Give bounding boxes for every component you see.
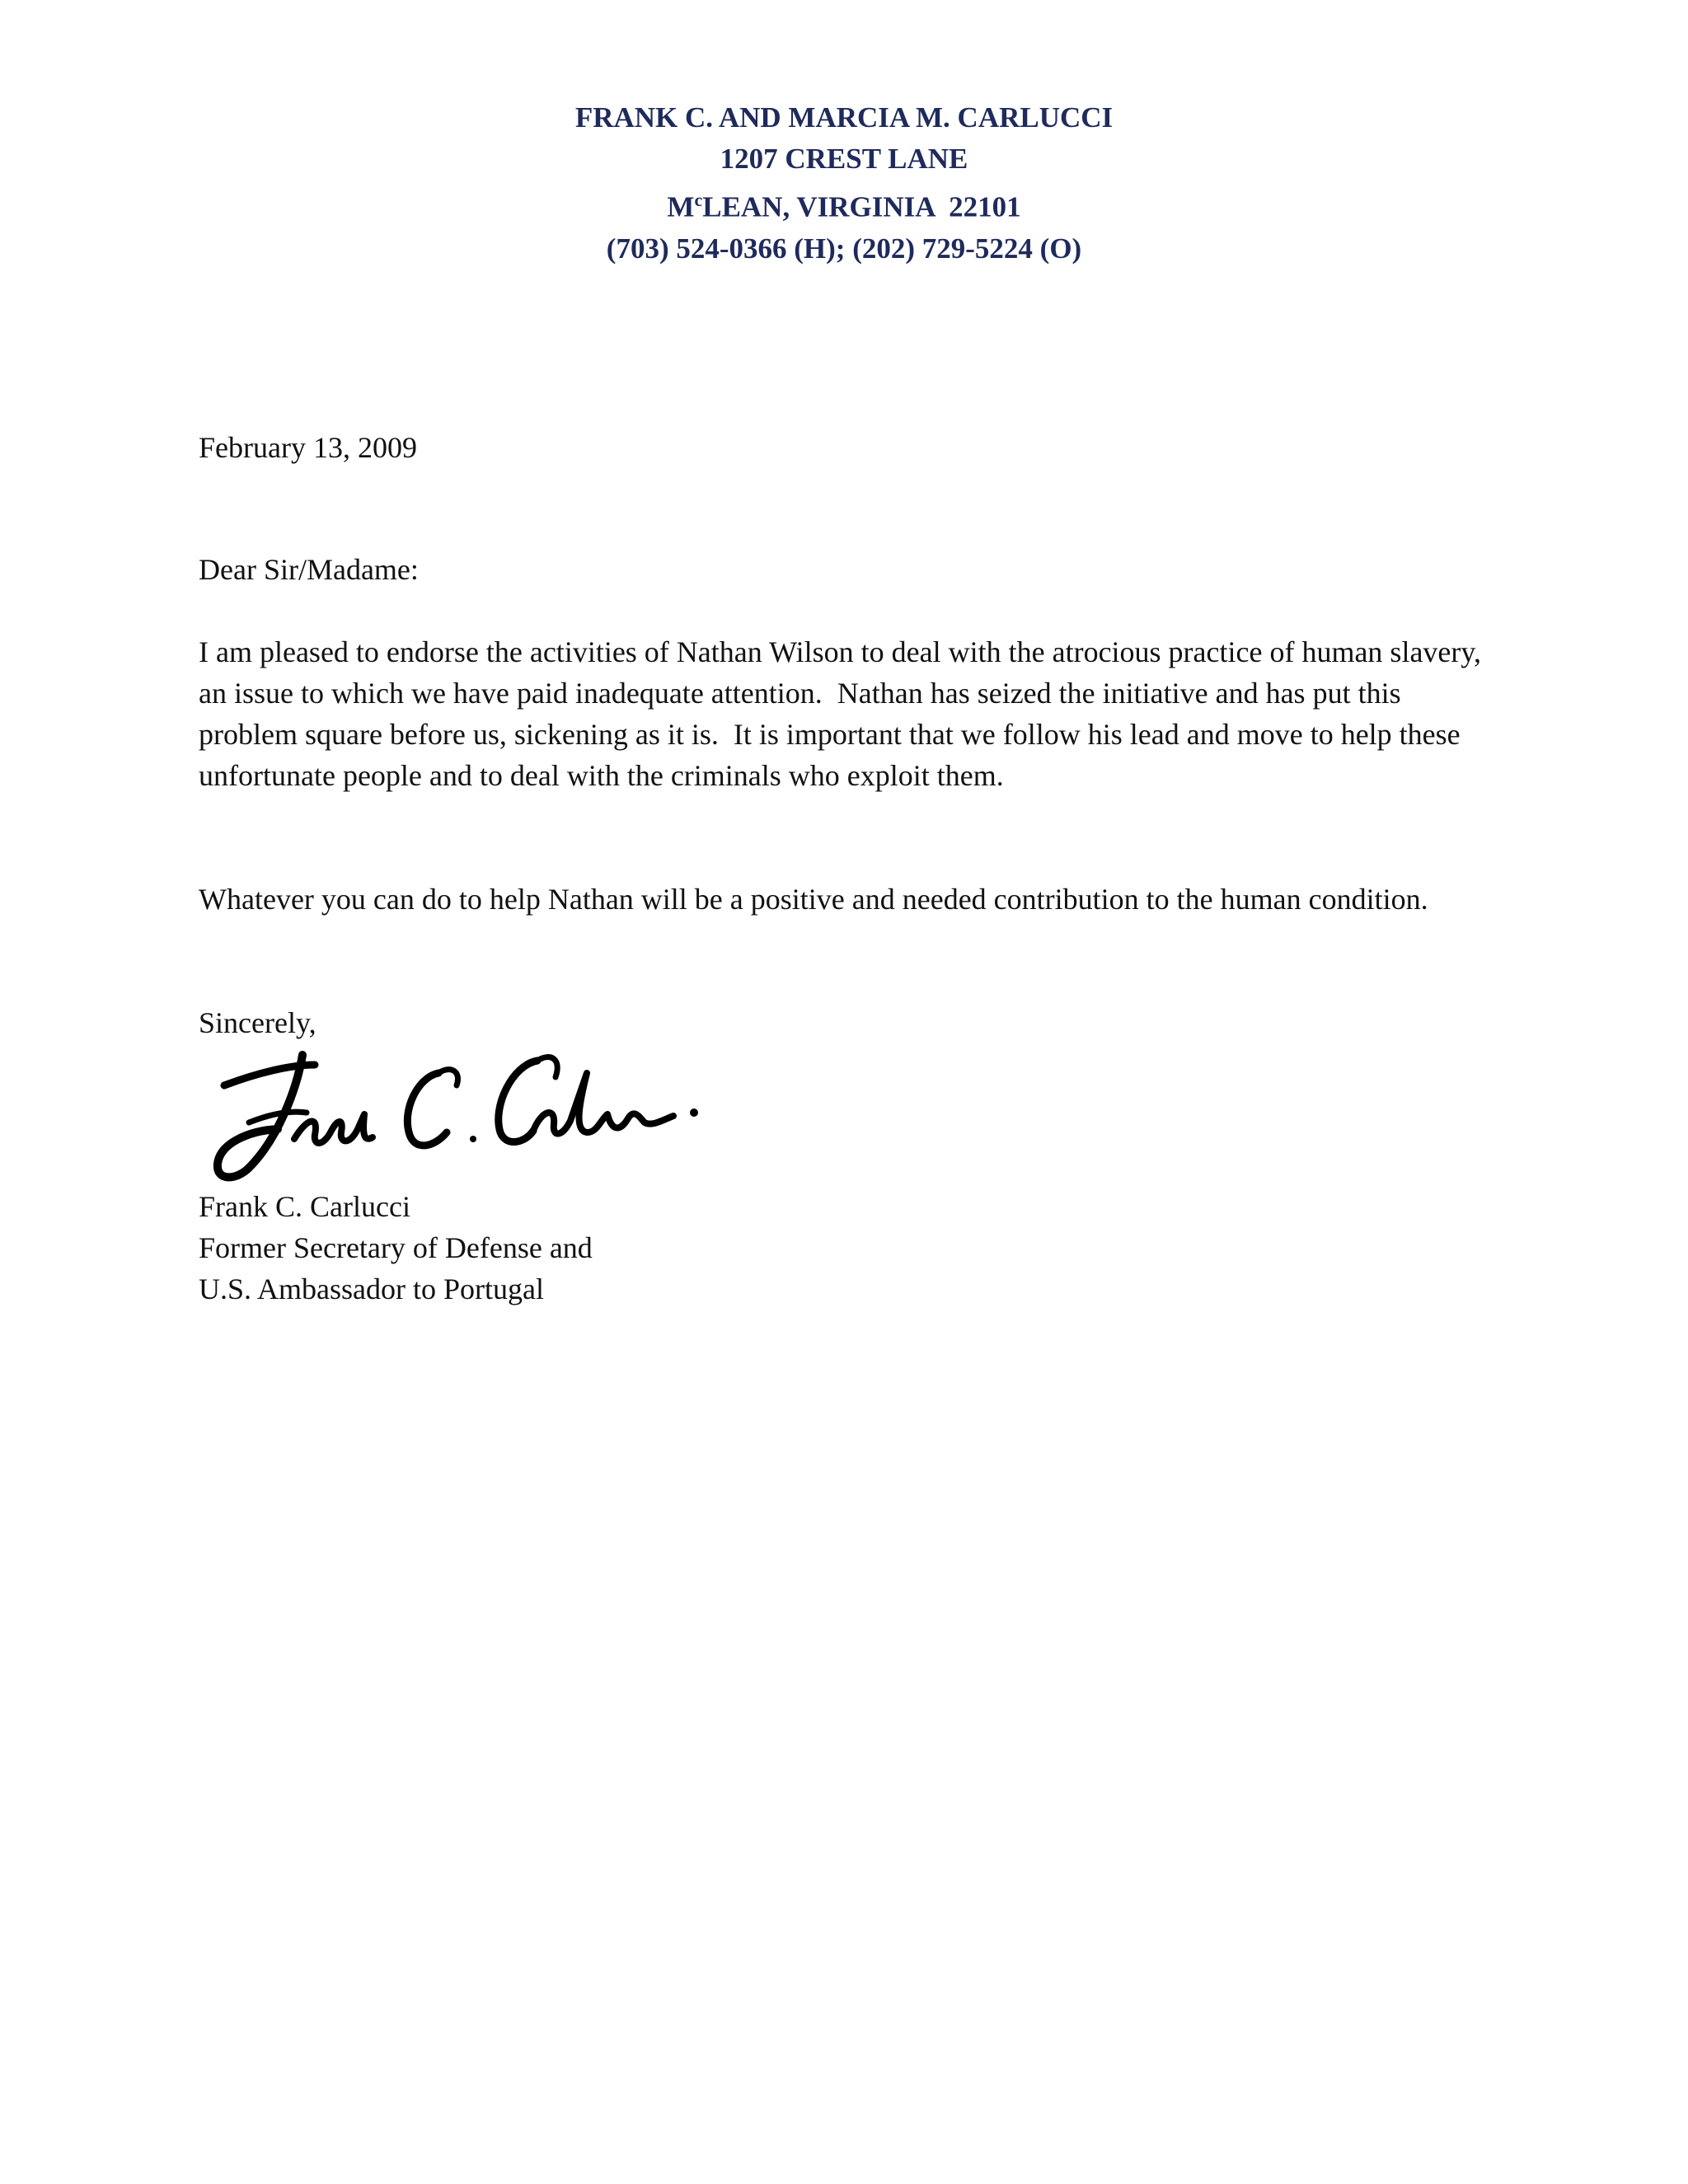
signer-title-line2: U.S. Ambassador to Portugal xyxy=(199,1272,544,1305)
signer-block xyxy=(199,1186,1484,1310)
letterhead-street: 1207 CREST LANE xyxy=(720,143,968,175)
signer-name: Frank C. Carlucci xyxy=(199,1190,410,1223)
letterhead xyxy=(0,97,1688,269)
letterhead-city-prefix-sup: c xyxy=(694,190,703,210)
paragraph-endorsement: I am pleased to endorse the activities of Nathan Wilson to deal with the atrocious practice of human slavery, an issue to which we have paid inadequate attention. Nathan has seized the initiative and has put this problem square before us, sickening as it is. It is important that we follow his lead and move to help these unfortunate people and to deal with the criminals who exploit them. xyxy=(199,635,1489,792)
handwritten-signature xyxy=(199,1040,727,1188)
signer-title-line1: Former Secretary of Defense and xyxy=(199,1231,593,1264)
letter-date: February 13, 2009 xyxy=(199,431,417,464)
letterhead-phones: (703) 524-0366 (H); (202) 729-5224 (O) xyxy=(606,232,1082,265)
salutation: Dear Sir/Madame: xyxy=(199,553,419,586)
paragraph-request: Whatever you can do to help Nathan will be a positive and needed contribution to the human condition. xyxy=(199,883,1428,916)
letterhead-names: FRANK C. AND MARCIA M. CARLUCCI xyxy=(574,101,1114,134)
letterhead-city-rest: LEAN, VIRGINIA 22101 xyxy=(702,190,1021,223)
letterhead-city xyxy=(0,180,1688,228)
closing: Sincerely, xyxy=(199,1006,316,1039)
letterhead-city-prefix: M xyxy=(667,190,695,223)
